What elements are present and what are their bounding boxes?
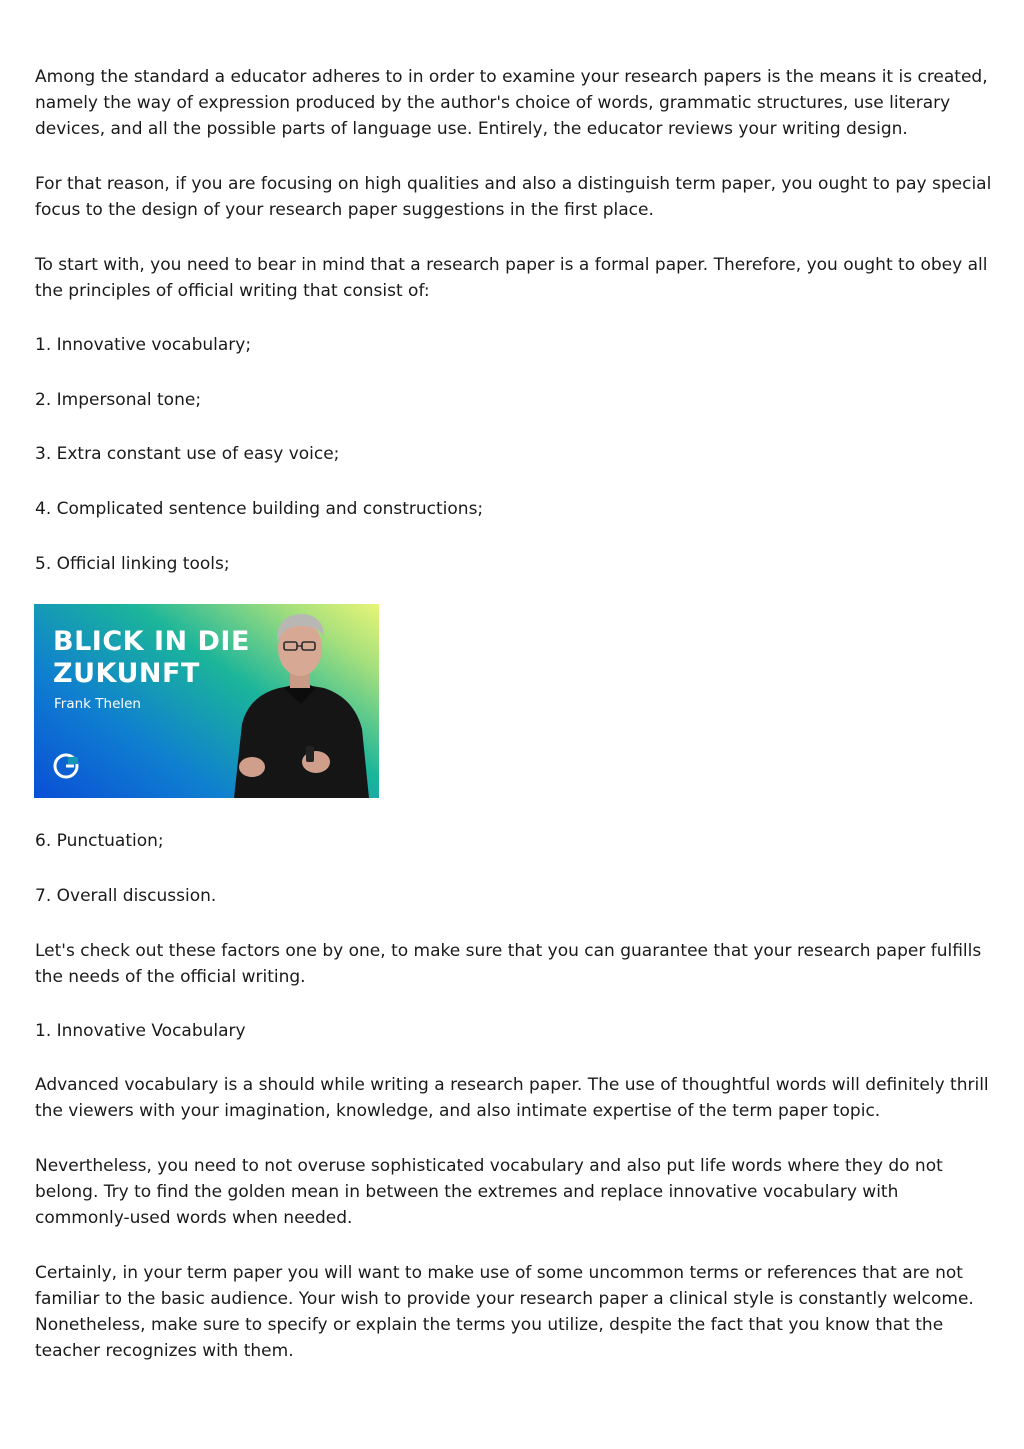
thumbnail-subtitle: Frank Thelen: [54, 696, 141, 712]
list-item: 4. Complicated sentence building and constructions;: [35, 499, 484, 519]
video-thumbnail[interactable]: [34, 604, 379, 798]
paragraph-intro: Among the standard a educator adheres to in order to examine your research papers is the means it is created, namely the way of expression produced by the author's choice of words, grammatic structures, use literary devices, and all the possible parts of language use. Entirely, the educator reviews your writing design.: [35, 67, 988, 139]
speaker-photo: [204, 604, 379, 798]
list-item: 2. Impersonal tone;: [35, 390, 202, 410]
paragraph-formal: To start with, you need to bear in mind that a research paper is a formal paper. Therefore, you ought to obey all the principles of official writing that consist of:: [35, 255, 988, 301]
list-item: 7. Overall discussion.: [35, 886, 217, 906]
paragraph-nevertheless: Nevertheless, you need to not overuse sophisticated vocabulary and also put life words where they do not belong. Try to find the golden mean in between the extremes and replace innovative vocabulary with commonly-used words when needed.: [35, 1156, 943, 1228]
thumbnail-title-line: BLICK IN DIE: [53, 626, 250, 657]
g-logo-icon: [53, 753, 79, 779]
paragraph-certainly: Certainly, in your term paper you will want to make use of some uncommon terms or references that are not familiar to the basic audience. Your wish to provide your research paper a clinical style is constantly welcome. Nonetheless, make sure to specify or explain the terms you utilize, despite the fact that you know that the teacher recognizes with them.: [35, 1263, 974, 1361]
list-item: 5. Official linking tools;: [35, 554, 230, 574]
paragraph-factors: Let's check out these factors one by one, to make sure that you can guarantee that your research paper fulfills the needs of the official writing.: [35, 941, 982, 987]
list-item: 3. Extra constant use of easy voice;: [35, 444, 340, 464]
section-heading: 1. Innovative Vocabulary: [35, 1021, 246, 1041]
paragraph-focus: For that reason, if you are focusing on high qualities and also a distinguish term paper, you ought to pay special focus to the design of your research paper suggestions in the first place.: [35, 174, 992, 220]
list-item: 6. Punctuation;: [35, 831, 164, 851]
thumbnail-title-line: ZUKUNFT: [53, 658, 200, 689]
paragraph-advanced: Advanced vocabulary is a should while writing a research paper. The use of thoughtful words will definitely thrill the viewers with your imagination, knowledge, and also intimate expertise of the term paper topic.: [35, 1075, 989, 1121]
list-item: 1. Innovative vocabulary;: [35, 335, 252, 355]
